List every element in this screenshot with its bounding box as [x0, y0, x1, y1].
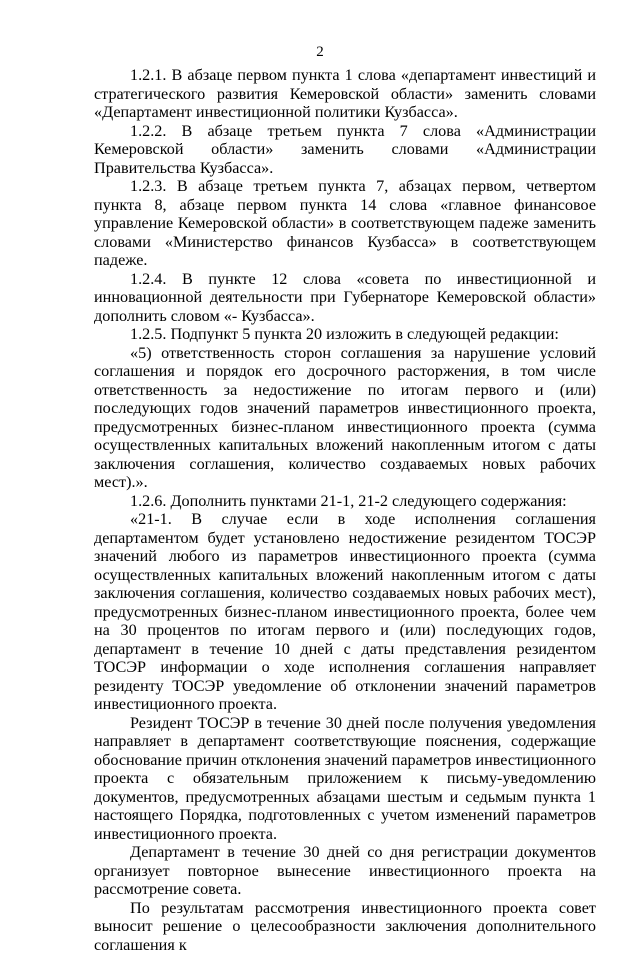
paragraph-21-1: «21-1. В случае если в ходе исполнения соглашения департаментом будет установлено недостижение резидентом ТОСЭР значений любого из параметров инвестиционного проекта (сумма осуществленных капитальных вложений накопленным итогом с даты заключения соглашения, количество создаваемых новых рабочих мест), предусмотренных бизнес-планом инвестиционного проекта, более чем на 30 процентов по итогам первого и (или) последующих годов, департамент в течение 10 дней с даты представления резидентом ТОСЭР информации о ходе исполнения соглашения направляет резиденту ТОСЭР уведомление об отклонении значений параметров инвестиционного проекта.: [94, 510, 596, 714]
paragraph-1-2-5: 1.2.5. Подпункт 5 пункта 20 изложить в следующей редакции:: [94, 325, 596, 344]
paragraph-resident-response: Резидент ТОСЭР в течение 30 дней после получения уведомления направляет в департамент соответствующие пояснения, содержащие обоснование причин отклонения значений параметров инвестиционного проекта с обязательным приложением к письму-уведомлению документов, предусмотренных абзацами шестым и седьмым пункта 1 настоящего Порядка, подготовленных с учетом изменений параметров инвестиционного проекта.: [94, 714, 596, 844]
paragraph-1-2-1: 1.2.1. В абзаце первом пункта 1 слова «департамент инвестиций и стратегического развития Кемеровской области» заменить словами «Департамент инвестиционной политики Кузбасса».: [94, 66, 596, 122]
paragraph-department-review: Департамент в течение 30 дней со дня регистрации документов организует повторное вынесение инвестиционного проекта на рассмотрение совета.: [94, 843, 596, 899]
paragraph-subpoint-5: «5) ответственность сторон соглашения за нарушение условий соглашения и порядок его досрочного расторжения, в том числе ответственность за недостижение по итогам первого и (или) последующих годов значений параметров инвестиционного проекта, предусмотренных бизнес-планом инвестиционного проекта (сумма осуществленных капитальных вложений накопленным итогом с даты заключения соглашения, количество создаваемых новых рабочих мест).».: [94, 344, 596, 492]
page-number: 2: [0, 44, 640, 61]
document-body: [94, 66, 596, 954]
paragraph-council-decision: По результатам рассмотрения инвестиционного проекта совет выносит решение о целесообразности заключения дополнительного соглашения к: [94, 899, 596, 954]
paragraph-1-2-3: 1.2.3. В абзаце третьем пункта 7, абзацах первом, четвертом пункта 8, абзаце первом пункта 14 слова «главное финансовое управление Кемеровской области» в соответствующем падеже заменить словами «Министерство финансов Кузбасса» в соответствующем падеже.: [94, 177, 596, 270]
paragraph-1-2-4: 1.2.4. В пункте 12 слова «совета по инвестиционной и инновационной деятельности при Губернаторе Кемеровской области» дополнить словом «- Кузбасса».: [94, 270, 596, 326]
paragraph-1-2-6: 1.2.6. Дополнить пунктами 21-1, 21-2 следующего содержания:: [94, 492, 596, 511]
paragraph-1-2-2: 1.2.2. В абзаце третьем пункта 7 слова «Администрации Кемеровской области» заменить словами «Администрации Правительства Кузбасса».: [94, 122, 596, 178]
